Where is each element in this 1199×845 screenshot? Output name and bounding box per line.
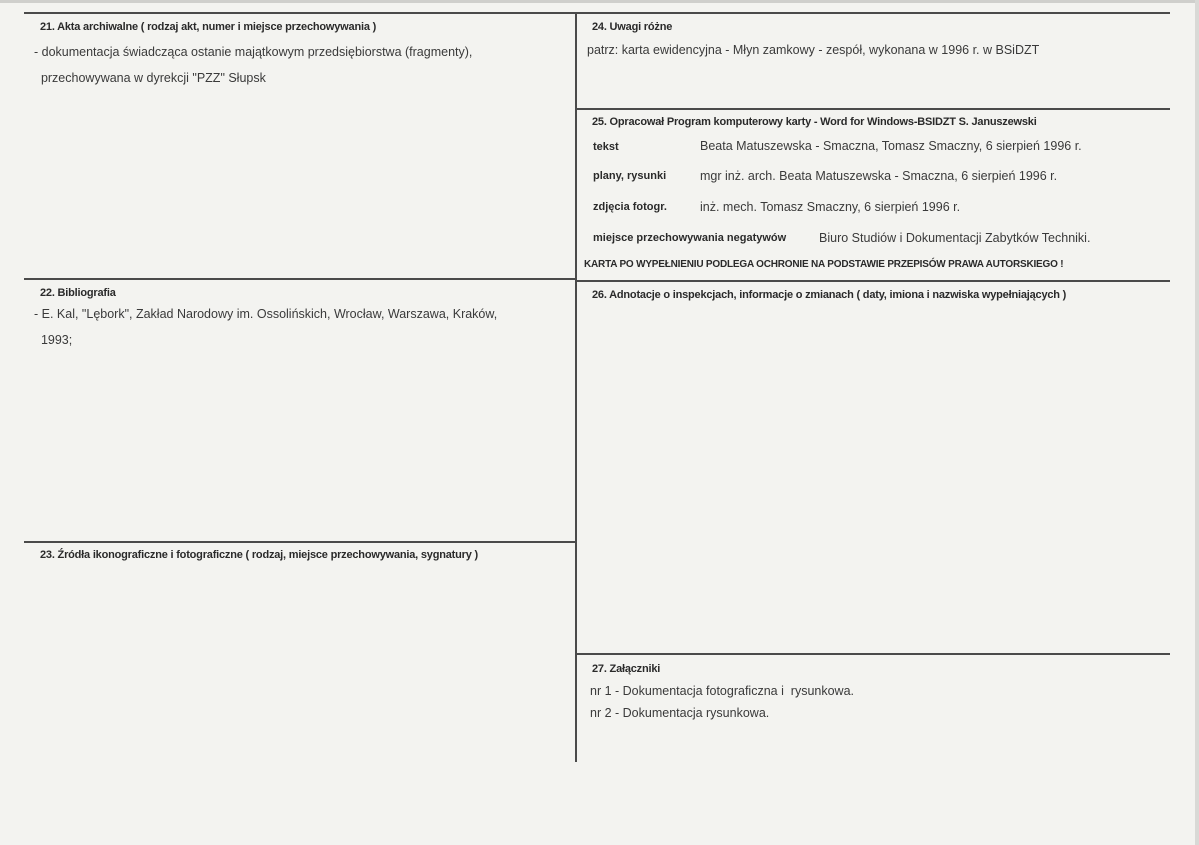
divider-24-25 — [576, 108, 1170, 110]
section-23-iconographic-sources — [40, 549, 478, 561]
row-label-plans: plany, rysunki — [593, 170, 667, 182]
copyright-warning: KARTA PO WYPEŁNIENIU PODLEGA OCHRONIE NA PODSTAWIE PRZEPISÓW PRAWA AUTORSKIEGO ! — [584, 259, 1064, 270]
section-27-attachments — [592, 663, 660, 675]
section-22-line-1: - E. Kal, "Lębork", Zakład Narodowy im. Ossolińskich, Wrocław, Warszawa, Kraków, — [34, 307, 498, 321]
top-border-line — [24, 12, 1170, 14]
section-23-heading: 23. Źródła ikonograficzne i fotograficzne ( rodzaj, miejsce przechowywania, sygnatury ) — [40, 549, 478, 561]
section-21-heading: 21. Akta archiwalne ( rodzaj akt, numer i miejsce przechowywania ) — [40, 21, 377, 33]
section-27-heading: 27. Załączniki — [592, 663, 661, 675]
section-22-line-2: 1993; — [34, 333, 73, 347]
top-edge-shadow — [0, 0, 1199, 3]
section-21-line-2: przechowywana w dyrekcji "PZZ" Słupsk — [34, 71, 266, 85]
row-label-text: tekst — [593, 141, 619, 153]
section-27-line-1: nr 1 - Dokumentacja fotograficzna i rysunkowa. — [590, 684, 855, 698]
divider-21-22 — [24, 278, 576, 280]
row-value-negatives: Biuro Studiów i Dokumentacji Zabytków Techniki. — [819, 231, 1091, 245]
section-21-archival-records — [40, 21, 376, 33]
section-25-heading: 25. Opracował Program komputerowy karty - Word for Windows-BSIDZT S. Januszewski — [592, 116, 1037, 128]
row-label-negatives: miejsce przechowywania negatywów — [593, 232, 787, 244]
section-24-remarks — [592, 21, 672, 33]
section-22-bibliography — [40, 287, 116, 299]
section-24-line-1: patrz: karta ewidencyjna - Młyn zamkowy - zespół, wykonana w 1996 r. w BSiDZT — [587, 43, 1040, 57]
row-value-photos: inż. mech. Tomasz Smaczny, 6 sierpień 1996 r. — [700, 200, 961, 214]
section-21-line-1: - dokumentacja świadcząca ostanie majątkowym przedsiębiorstwa (fragmenty), — [34, 45, 473, 59]
section-25-prepared-by — [592, 116, 1037, 128]
section-24-heading: 24. Uwagi różne — [592, 21, 673, 33]
right-edge-shadow — [1195, 0, 1199, 845]
divider-25-26 — [576, 280, 1170, 282]
row-value-text: Beata Matuszewska - Smaczna, Tomasz Smaczny, 6 sierpień 1996 r. — [700, 139, 1082, 153]
section-27-line-2: nr 2 - Dokumentacja rysunkowa. — [590, 706, 770, 720]
section-22-heading: 22. Bibliografia — [40, 287, 116, 299]
row-label-photos: zdjęcia fotogr. — [593, 201, 667, 213]
divider-22-23 — [24, 541, 576, 543]
divider-26-27 — [576, 653, 1170, 655]
section-26-inspection-notes — [592, 289, 1066, 301]
center-divider-line — [575, 12, 577, 762]
section-26-heading: 26. Adnotacje o inspekcjach, informacje o zmianach ( daty, imiona i nazwiska wypełniających ) — [592, 289, 1067, 301]
row-value-plans: mgr inż. arch. Beata Matuszewska - Smaczna, 6 sierpień 1996 r. — [700, 169, 1058, 183]
